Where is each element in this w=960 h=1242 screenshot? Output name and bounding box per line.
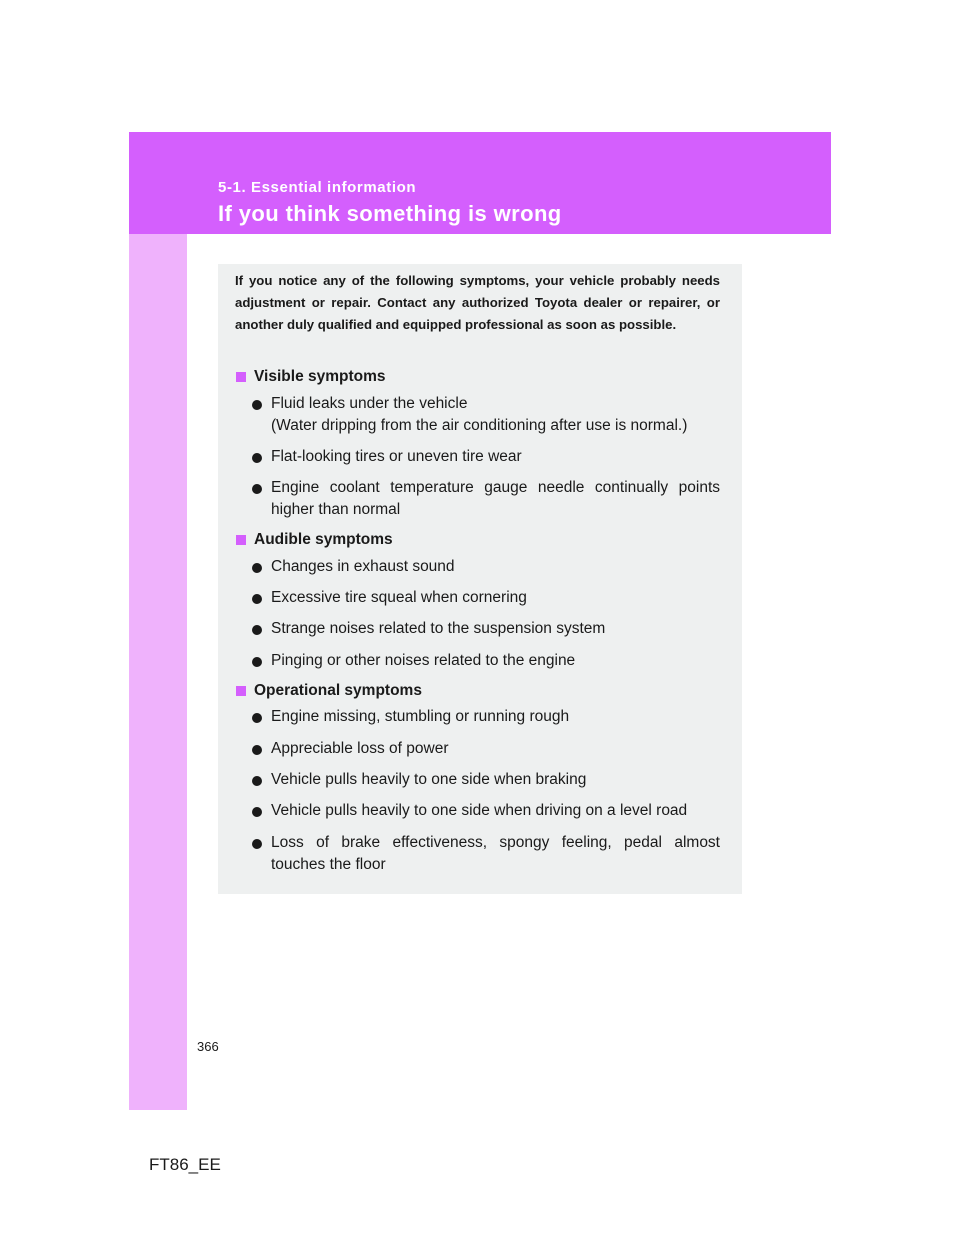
page-number: 366 xyxy=(197,1039,219,1054)
section-heading-visible xyxy=(236,368,386,386)
list-item-text: Changes in exhaust sound xyxy=(271,558,455,575)
list-item xyxy=(252,800,720,822)
section-heading-label: Visible symptoms xyxy=(254,368,386,385)
list-item xyxy=(252,769,720,791)
list-item xyxy=(252,446,720,468)
list-item-text: Vehicle pulls heavily to one side when driving on a level road xyxy=(271,802,688,819)
bullet-dot-icon xyxy=(252,657,262,667)
list-item xyxy=(252,556,720,578)
list-item-text: Engine missing, stumbling or running rough xyxy=(271,708,570,725)
list-item-text: Loss of brake effectiveness, spongy feeling, pedal almost touches the floor xyxy=(271,834,720,873)
bullet-dot-icon xyxy=(252,594,262,604)
bullet-dot-icon xyxy=(252,625,262,635)
bullet-dot-icon xyxy=(252,776,262,786)
square-bullet-icon xyxy=(236,372,246,382)
list-item xyxy=(252,738,720,760)
list-item xyxy=(252,393,720,437)
bullet-dot-icon xyxy=(252,745,262,755)
page-title: If you think something is wrong xyxy=(218,201,562,226)
list-item-text: Fluid leaks under the vehicle (Water dripping from the air conditioning after use is normal.) xyxy=(271,395,688,434)
bullet-dot-icon xyxy=(252,563,262,573)
bullet-dot-icon xyxy=(252,400,262,410)
bullet-dot-icon xyxy=(252,484,262,494)
bullet-dot-icon xyxy=(252,807,262,817)
intro-paragraph: If you notice any of the following symptoms, your vehicle probably needs adjustment or repair. Contact any authorized Toyota dealer or repairer, or another duly qualified and equipped professional as soon as possible. xyxy=(235,273,720,332)
section-heading-operational xyxy=(236,682,422,700)
square-bullet-icon xyxy=(236,686,246,696)
section-heading-label: Audible symptoms xyxy=(254,531,393,548)
list-item-text: Appreciable loss of power xyxy=(271,740,449,757)
section-label: 5-1. Essential information xyxy=(218,179,417,196)
list-item xyxy=(252,706,720,728)
footer-code: FT86_EE xyxy=(149,1155,221,1174)
list-item-text: Excessive tire squeal when cornering xyxy=(271,589,527,606)
list-item xyxy=(252,832,720,876)
section-heading-audible xyxy=(236,531,393,549)
list-item xyxy=(252,650,720,672)
list-item-text: Flat-looking tires or uneven tire wear xyxy=(271,448,522,465)
list-item-text: Pinging or other noises related to the engine xyxy=(271,652,576,669)
bullet-dot-icon xyxy=(252,713,262,723)
square-bullet-icon xyxy=(236,535,246,545)
list-item xyxy=(252,587,720,609)
bullet-dot-icon xyxy=(252,839,262,849)
section-heading-label: Operational symptoms xyxy=(254,682,422,699)
list-item-text: Engine coolant temperature gauge needle continually points higher than normal xyxy=(271,479,720,518)
list-item-text: Strange noises related to the suspension system xyxy=(271,620,606,637)
list-item xyxy=(252,618,720,640)
list-item xyxy=(252,477,720,521)
list-item-text: Vehicle pulls heavily to one side when braking xyxy=(271,771,587,788)
chapter-sidebar-tab xyxy=(129,132,187,1110)
bullet-dot-icon xyxy=(252,453,262,463)
